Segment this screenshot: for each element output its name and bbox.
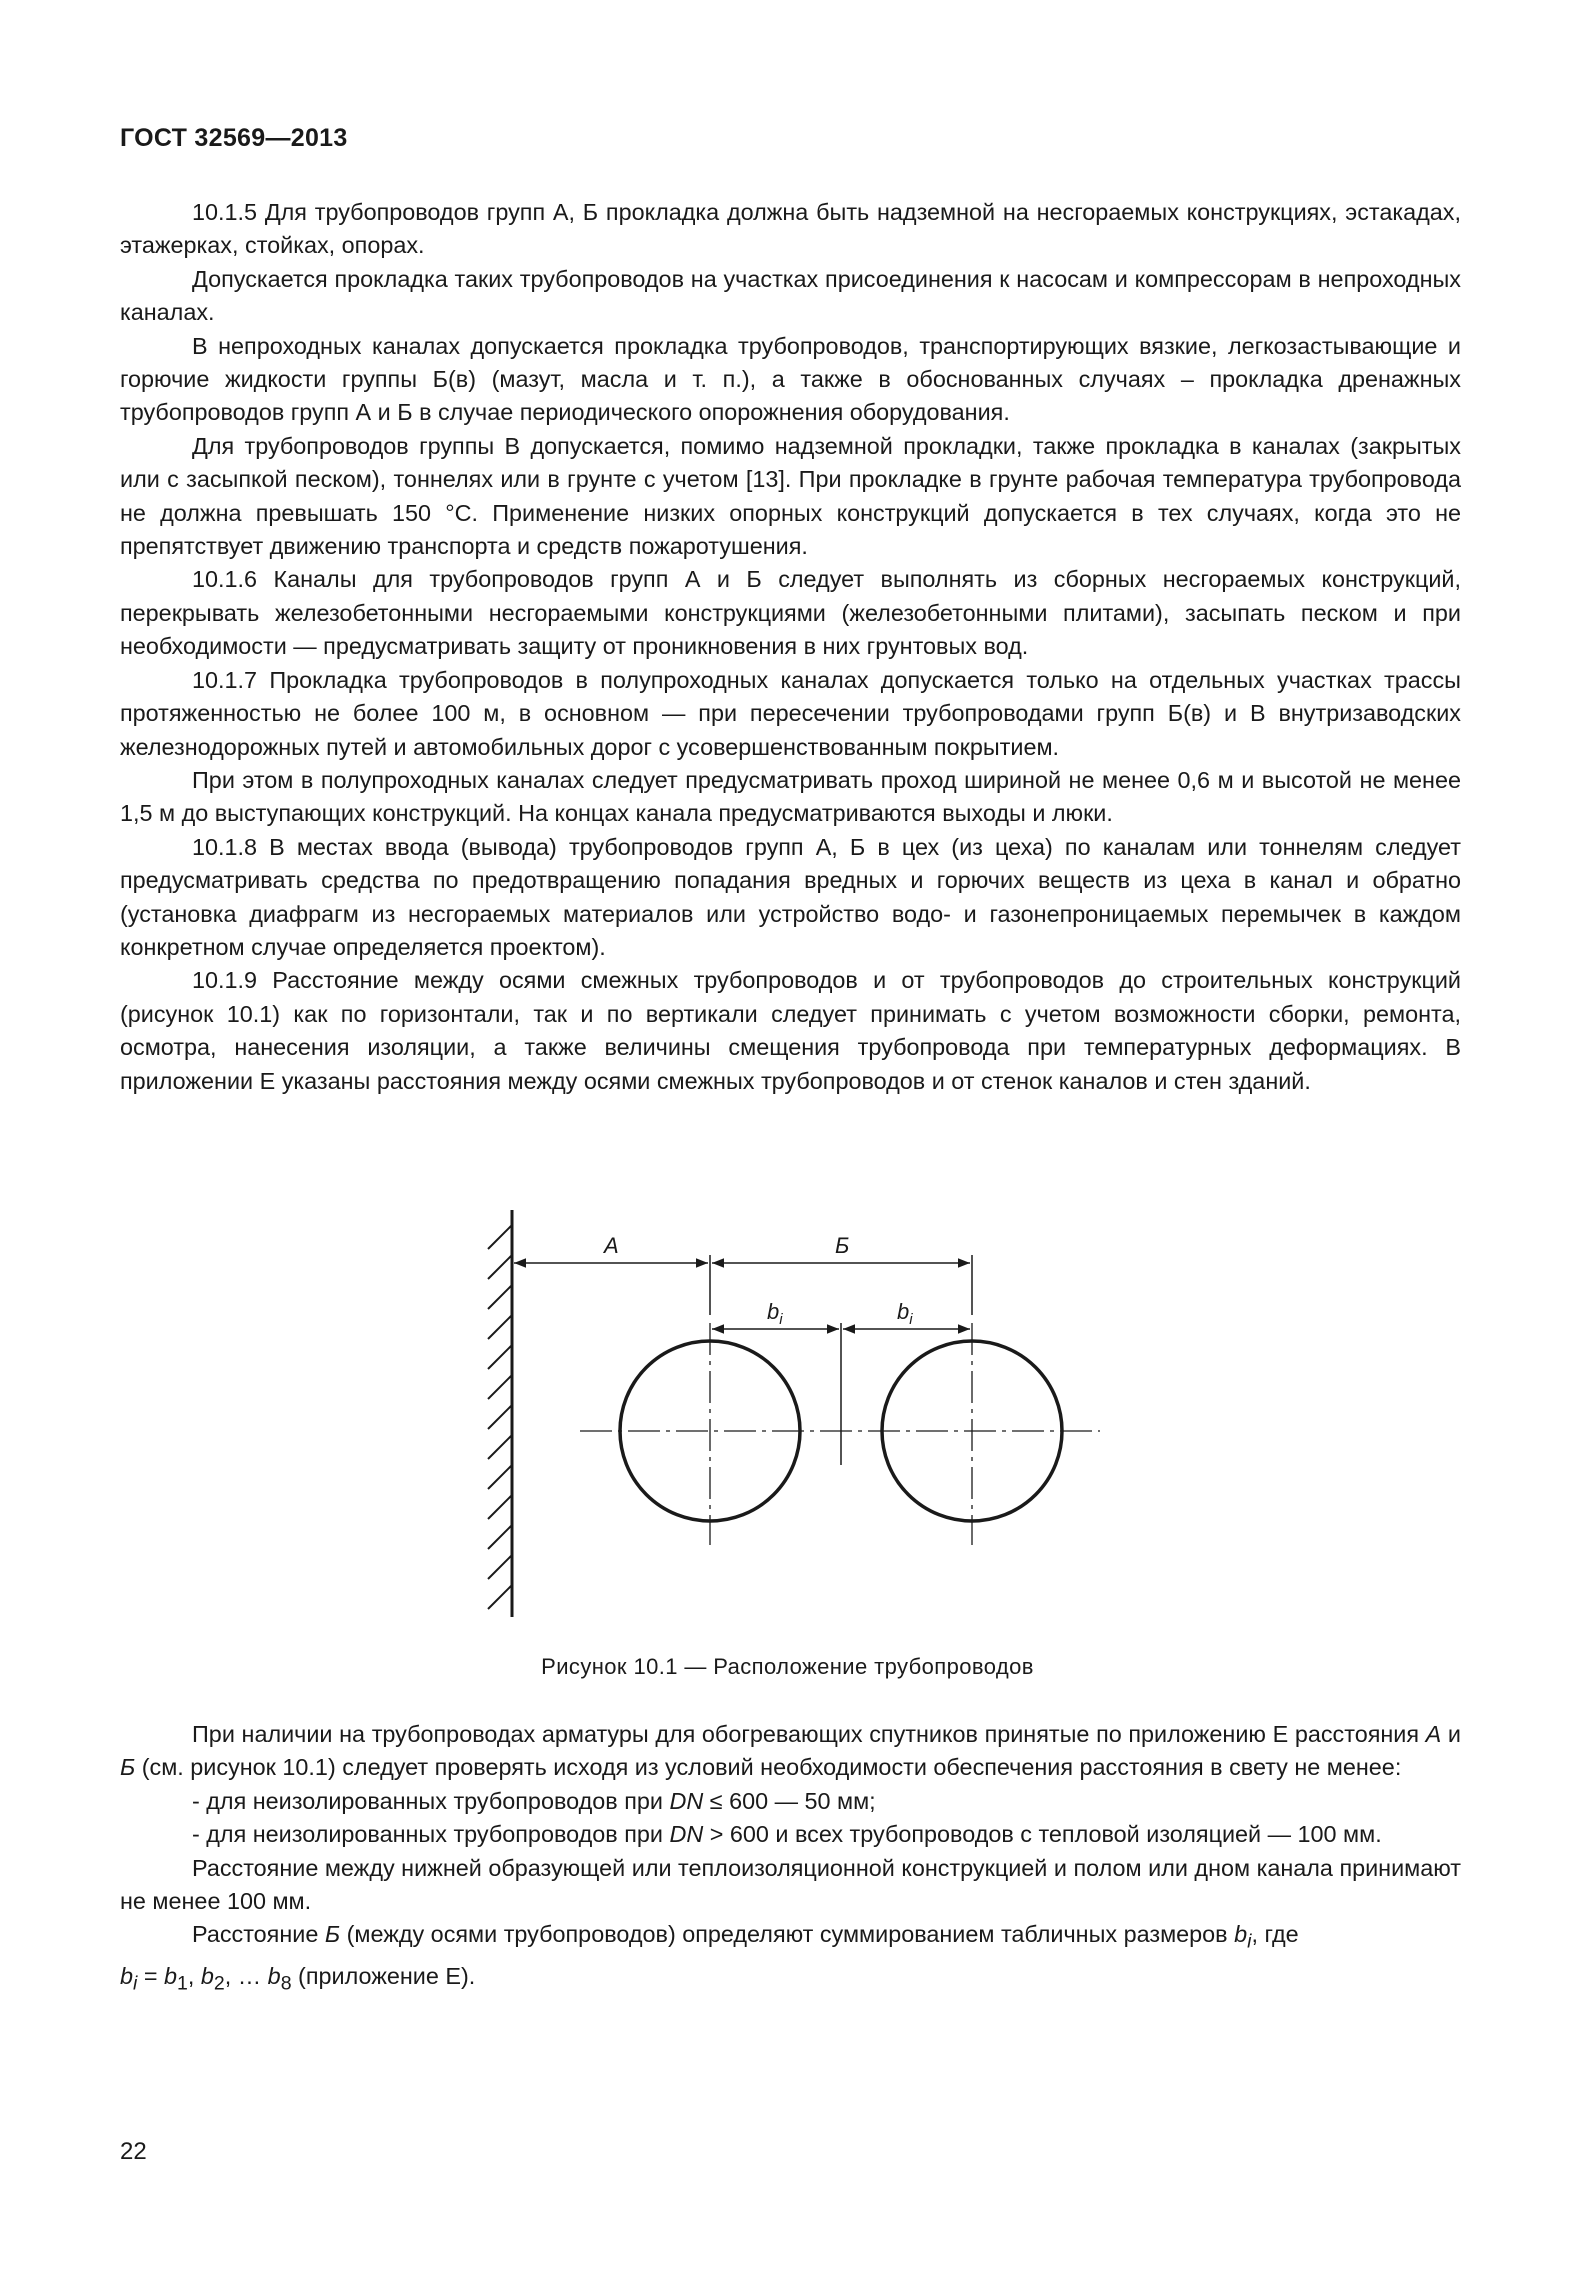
paragraph: При наличии на трубопроводах арматуры для обогревающих спутников принятые по приложению Е расстояния А и Б (см. рисунок 10.1) следует проверять исходя из условий необходимости обеспечения расстояния в свету не менее: bbox=[120, 1721, 1461, 1781]
document-header: ГОСТ 32569—2013 bbox=[120, 124, 348, 152]
label-A: А bbox=[604, 1233, 619, 1258]
paragraph: Для трубопроводов группы В допускается, помимо надземной прокладки, также прокладка в каналах (закрытых или с засыпкой песком), тоннелях или в грунте с учетом [13]. При прокладке в грунте рабочая температура трубопровода не должна превышать 150 °С. Применение низких опорных конструкций допускается в тех случаях, когда это не препятствует движению транспорта и средств пожаротушения. bbox=[120, 432, 1461, 560]
paragraph-10-1-5: 10.1.5 Для трубопроводов групп А, Б прокладка должна быть надземной на несгораемых конструкциях, эстакадах, этажерках, стойках, опорах. bbox=[120, 199, 1461, 259]
paragraph: Расстояние между нижней образующей или теплоизоляционной конструкцией и полом или дном канала принимают не менее 100 мм. bbox=[120, 1854, 1461, 1915]
body-text-top bbox=[120, 196, 1461, 1098]
figure-10-1 bbox=[460, 1205, 1120, 1625]
paragraph: При этом в полупроходных каналах следует предусматривать проход шириной не менее 0,6 м и высотой не менее 1,5 м до выступающих конструкций. На концах канала предусматриваются выходы и люки. bbox=[120, 766, 1461, 827]
paragraph-10-1-9: 10.1.9 Расстояние между осями смежных трубопроводов и от трубопроводов до строительных конструкций (рисунок 10.1) как по горизонтали, так и по вертикали следует принимать с учетом возможности сборки, ремонта, осмотра, нанесения изоляции, а также величины смещения трубопровода при температурных деформациях. В приложении Е указаны расстояния между осями смежных трубопроводов и от стенок каналов и стен зданий. bbox=[120, 967, 1461, 1094]
page-number: 22 bbox=[120, 2138, 147, 2165]
paragraph: Расстояние Б (между осями трубопроводов) определяют суммированием табличных размеров $b_i$, где $b_i = b_1$, $b_2$, … $b_8$ (приложение Е). bbox=[120, 1921, 1299, 1995]
label-b-right: $b_i$ bbox=[897, 1299, 913, 1328]
paragraph-10-1-7: 10.1.7 Прокладка трубопроводов в полупроходных каналах допускается только на отдельных участках трассы протяженностью не более 100 м, в основном — при пересечении трубопроводами групп Б(в) и В внутризаводских железнодорожных путей и автомобильных дорог с усовершенствованным покрытием. bbox=[120, 666, 1461, 760]
paragraph-10-1-6: 10.1.6 Каналы для трубопроводов групп А и Б следует выполнять из сборных несгораемых конструкций, перекрывать железобетонными несгораемыми конструкциями (железобетонными плитами), засыпать песком и при необходимости — предусматривать защиту от проникновения в них грунтовых вод. bbox=[120, 566, 1461, 660]
paragraph-10-1-8: 10.1.8 В местах ввода (вывода) трубопроводов групп А, Б в цех (из цеха) по каналам или тоннелям следует предусматривать средства по предотвращению попадания вредных и горючих веществ из цеха в канал и обратно (установка диафрагм из несгораемых материалов или устройство водо- и газонепроницаемых перемычек в каждом конкретном случае определяется проектом). bbox=[120, 833, 1461, 960]
figure-caption: Рисунок 10.1 — Расположение трубопроводов bbox=[541, 1654, 1034, 1679]
wall-hatching bbox=[488, 1225, 512, 1609]
list-item: - для неизолированных трубопроводов при DN > 600 и всех трубопроводов с тепловой изоляцией — 100 мм. bbox=[192, 1821, 1382, 1848]
body-text-bottom bbox=[120, 1718, 1461, 2001]
paragraph: В непроходных каналах допускается прокладка трубопроводов, транспортирующих вязкие, легкозастывающие и горючие жидкости группы Б(в) (мазут, масла и т. п.), а также в обоснованных случаях – прокладка дренажных трубопроводов групп А и Б в случае периодического опорожнения оборудования. bbox=[120, 332, 1461, 426]
label-b-left: $b_i$ bbox=[767, 1299, 783, 1328]
list-item: - для неизолированных трубопроводов при DN ≤ 600 — 50 мм; bbox=[192, 1787, 876, 1814]
label-B: Б bbox=[835, 1233, 850, 1258]
pipe-layout-diagram bbox=[460, 1205, 1120, 1625]
paragraph: Допускается прокладка таких трубопроводов на участках присоединения к насосам и компрессорам в непроходных каналах. bbox=[120, 265, 1461, 326]
